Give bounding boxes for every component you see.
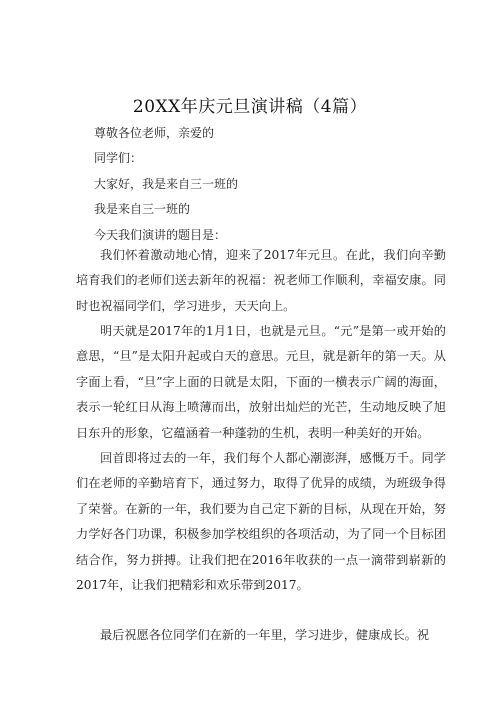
body-paragraph: 回首即将过去的一年，我们每个人都心潮澎湃，感慨万千。同学们在老师的辛勤培育下，通过努力，取得了优异的成绩，为班级争得了荣誉。在新的一年，我们要为自己定下新的目标，从现在开始，努力学好各门功课，积极参加学校组织的各项活动，为了同一个目标团结合作，努力拼搏。让我们把在2016年收获的一点一滴带到崭新的2017年，让我们把精彩和欢乐带到2017。 (76, 451, 446, 593)
body-paragraph: 最后祝愿各位同学们在新的一年里，学习进步，健康成长。祝 (100, 628, 430, 642)
body-paragraph: 我们怀着激动地心情，迎来了2017年元旦。在此，我们向辛勤培育我们的老师们送去新年的祝福：祝老师工作顺利，幸福安康。同时也祝福同学们，学习进步，天天向上。 (76, 248, 446, 313)
document-title: 20XX年庆元旦演讲稿（4篇） (132, 97, 368, 117)
greeting-line: 我是来自三一班的 (94, 202, 191, 216)
greeting-line: 同学们： (94, 151, 143, 165)
greeting-line: 尊敬各位老师，亲爱的 (94, 126, 215, 140)
body-paragraph: 明天就是2017年的1月1日，也就是元旦。“元”是第一或开始的意思，“旦”是太阳升起或白天的意思。元旦，就是新年的第一天。从字面上看，“旦”字上面的日就是太阳，下面的一横表示广阔的海面，表示一轮红日从海上喷薄而出，放射出灿烂的光芒，生动地反映了旭日东升的形象，它蕴涵着一种蓬勃的生机，表明一种美好的开始。 (76, 324, 446, 440)
greeting-line: 今天我们演讲的题目是： (94, 228, 227, 242)
greeting-line: 大家好，我是来自三一班的 (94, 177, 239, 191)
